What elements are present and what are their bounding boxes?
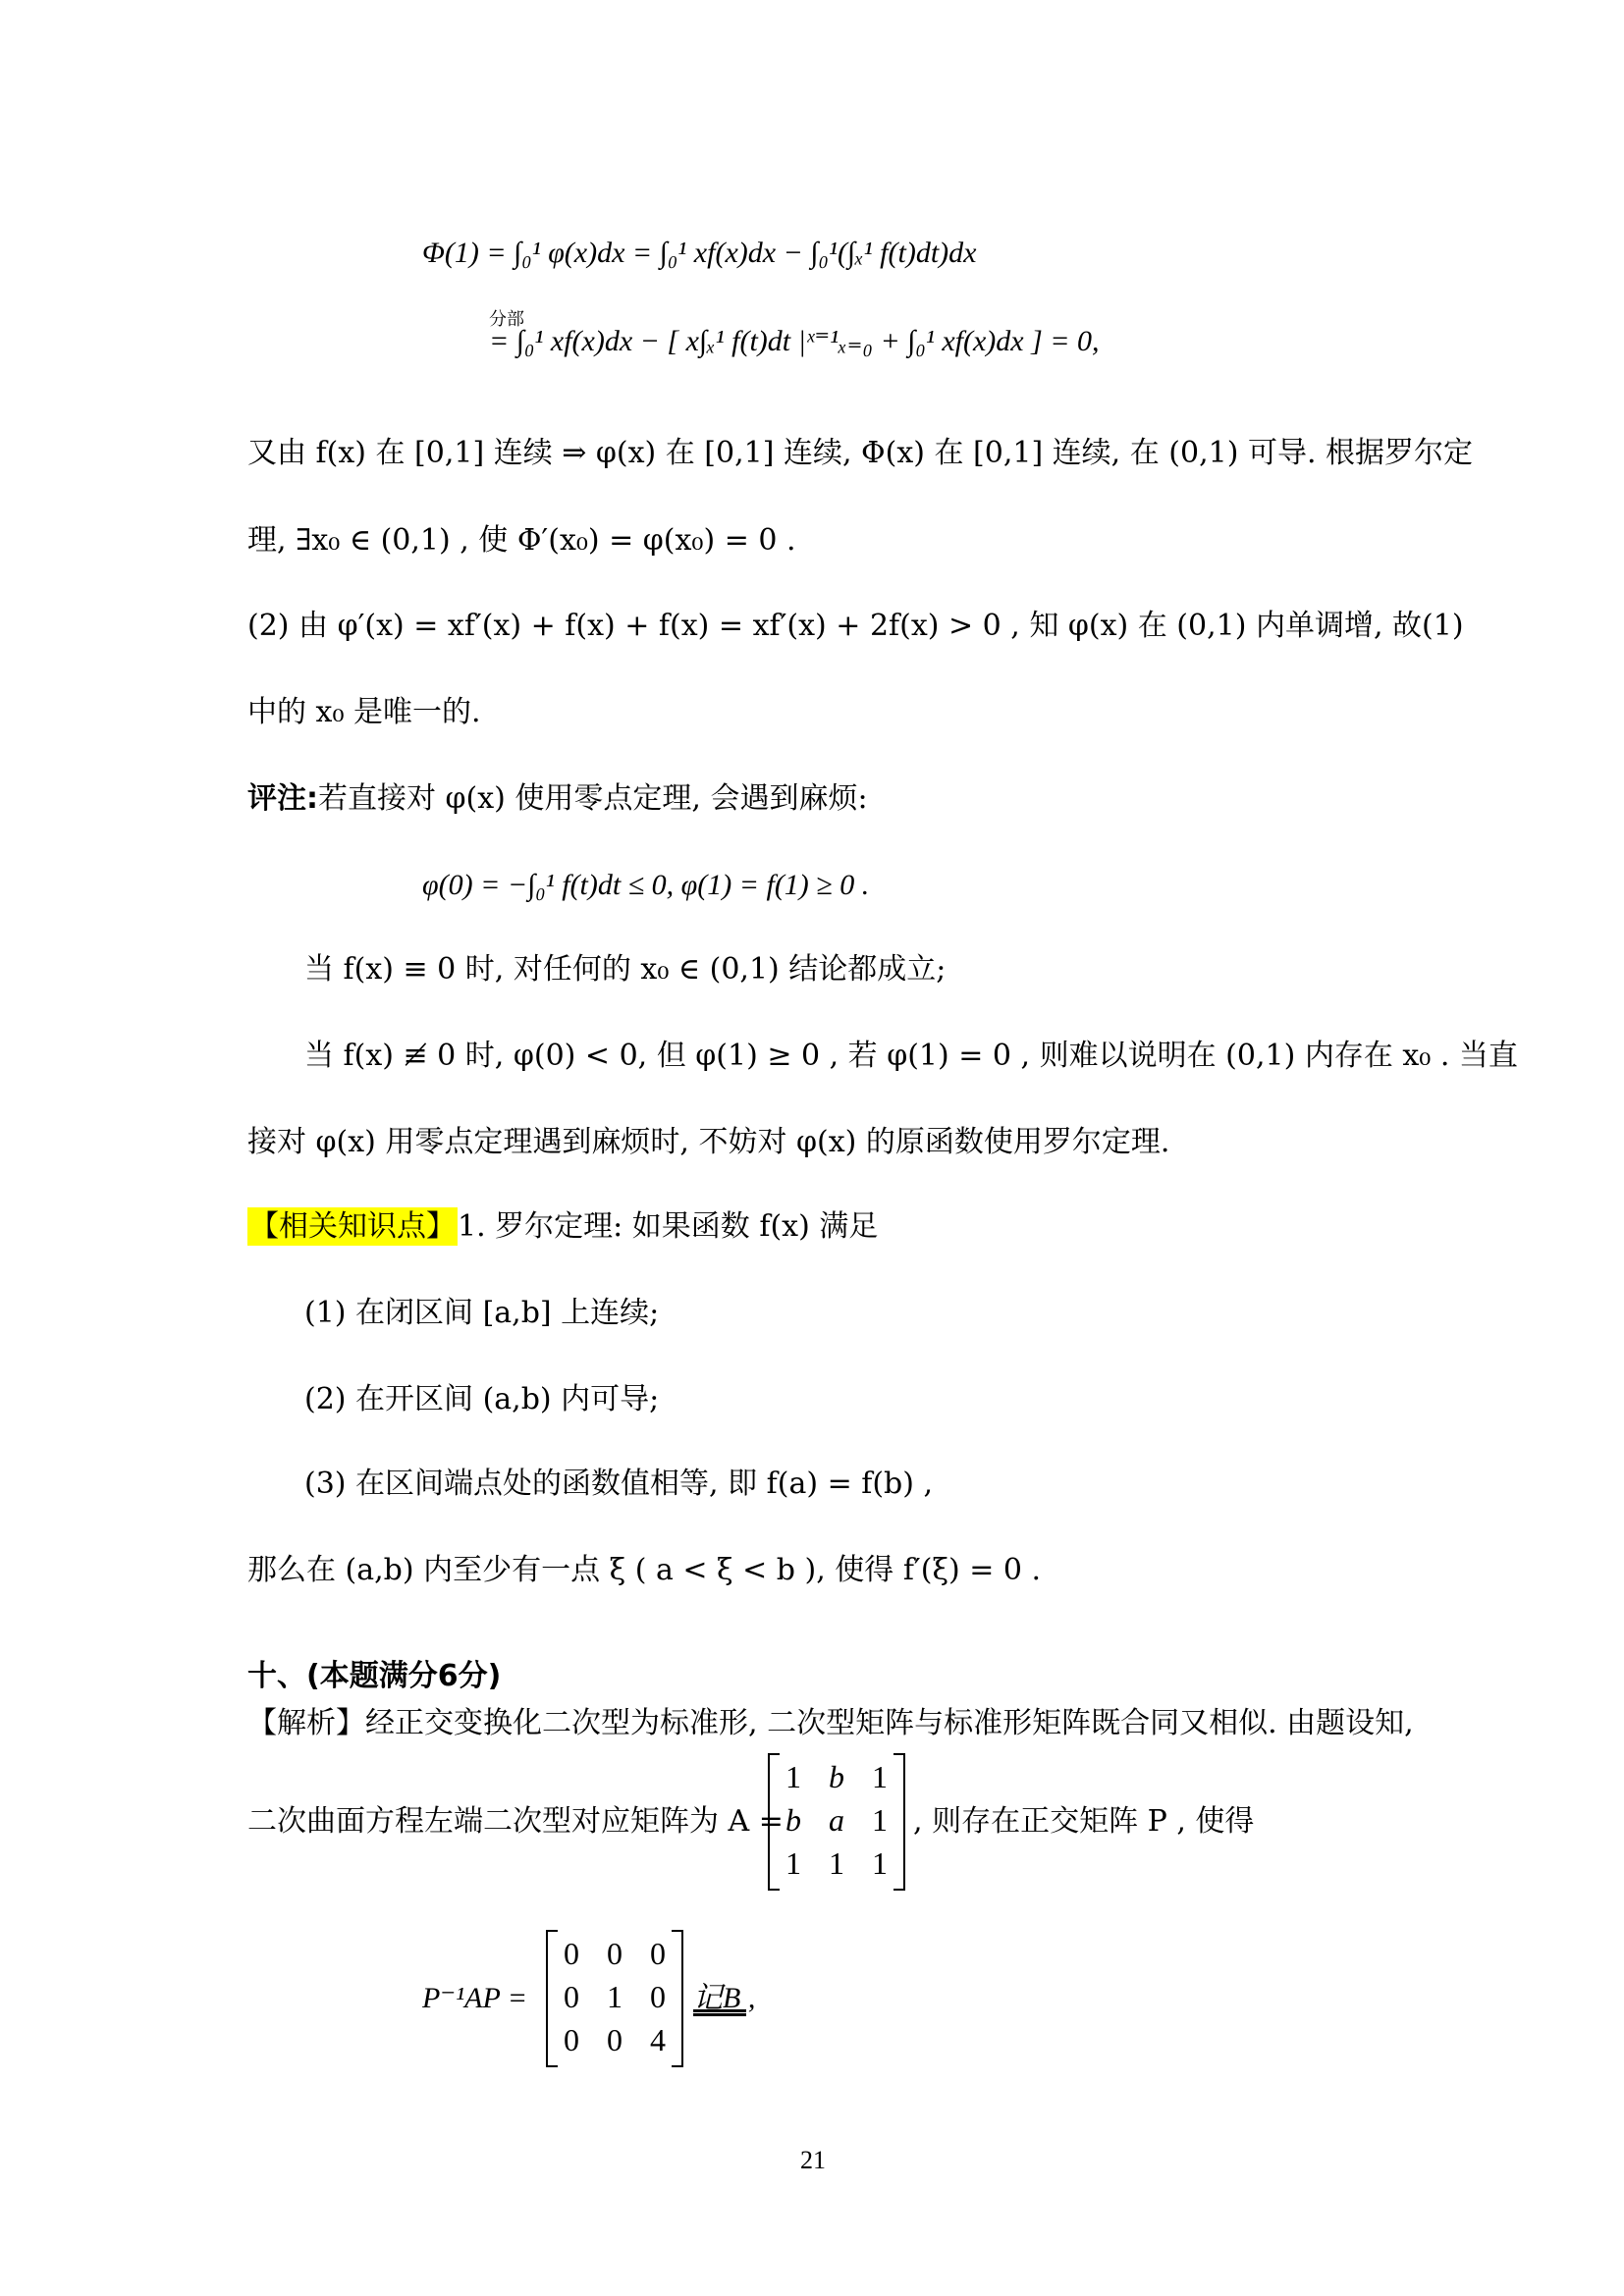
knowledge [247, 1209, 878, 1245]
matrix-a-intro: 二次曲面方程左端二次型对应矩阵为 A = [247, 1804, 784, 1839]
knowledge-text: 1. 罗尔定理: 如果函数 f(x) 满足 [458, 1209, 879, 1244]
matrix-b-cell: 0 [607, 1936, 623, 1971]
remark-text: 若直接对 φ(x) 使用零点定理, 会遇到麻烦: [318, 781, 868, 816]
equation-phi-0: φ(0) = −∫₀¹ f(t)dt ≤ 0, φ(1) = f(1) ≥ 0 . [422, 869, 870, 901]
knowledge-label: 【相关知识点】 [249, 1209, 456, 1244]
equation-phi-1: Φ(1) = ∫₀¹ φ(x)dx = ∫₀¹ xf(x)dx − ∫₀¹(∫ₓ¹ f(t)dt)dx [422, 237, 977, 269]
matrix-a-cell: 1 [872, 1845, 888, 1881]
matrix-a-cell: 1 [872, 1759, 888, 1794]
matrix-a-cell: a [829, 1802, 844, 1838]
matrix-a-cell: 1 [785, 1759, 801, 1794]
matrix-a-cell: 1 [785, 1845, 801, 1881]
remark-label: 评注: [247, 781, 318, 816]
equation-pap-rhs: 记B , [693, 1982, 756, 2014]
paragraph-case-zero: 当 f(x) ≡ 0 时, 对任何的 x₀ ∈ (0,1) 结论都成立; [304, 952, 947, 987]
equation-pap-lhs: P⁻¹AP = [422, 1982, 528, 2014]
matrix-b-cell: 0 [650, 1936, 666, 1971]
matrix-b-cell: 0 [650, 1979, 666, 2014]
paragraph-conclusion: 那么在 (a,b) 内至少有一点 ξ ( a < ξ < b ), 使得 f′(ξ) = 0 . [247, 1553, 1042, 1587]
matrix-b-cell: 1 [607, 1979, 623, 2014]
remark [247, 781, 868, 817]
section-heading: 十、(本题满分6分) [247, 1659, 502, 1693]
page-number: 21 [800, 2146, 826, 2174]
analysis-paragraph: 【解析】经正交变换化二次型为标准形, 二次型矩阵与标准形矩阵既合同又相似. 由题设知, [247, 1706, 1414, 1740]
matrix-a-cell: b [785, 1802, 801, 1838]
condition-1: (1) 在闭区间 [a,b] 上连续; [304, 1296, 660, 1330]
paragraph-part-2: (2) 由 φ′(x) = xf′(x) + f(x) + f(x) = xf′(x) + 2f(x) > 0 , 知 φ(x) 在 (0,1) 内单调增, 故(1) [247, 609, 1464, 643]
paragraph-continuity: 又由 f(x) 在 [0,1] 连续 ⇒ φ(x) 在 [0,1] 连续, Φ(x) 在 [0,1] 连续, 在 (0,1) 可导. 根据罗尔定 [247, 436, 1474, 470]
paragraph-unique: 中的 x₀ 是唯一的. [247, 695, 481, 729]
matrix-a-cell: b [829, 1759, 844, 1794]
matrix-b-cell: 0 [564, 2022, 579, 2057]
matrix-a-outro: , 则存在正交矩阵 P , 使得 [913, 1804, 1255, 1839]
condition-3: (3) 在区间端点处的函数值相等, 即 f(a) = f(b) , [304, 1467, 934, 1501]
condition-2: (2) 在开区间 (a,b) 内可导; [304, 1382, 660, 1416]
matrix-a-cell: 1 [872, 1802, 888, 1838]
label-fenbu: 分部 [489, 309, 524, 330]
matrix-b [546, 1930, 683, 2067]
matrix-b-cell: 4 [650, 2022, 666, 2057]
matrix-b-cell: 0 [564, 1979, 579, 2014]
paragraph-rolle-result: 理, ∃x₀ ∈ (0,1) , 使 Φ′(x₀) = φ(x₀) = 0 . [247, 523, 796, 558]
matrix-b-cell: 0 [564, 1936, 579, 1971]
paragraph-case-nonzero: 当 f(x) ≢ 0 时, φ(0) < 0, 但 φ(1) ≥ 0 , 若 φ(1) = 0 , 则难以说明在 (0,1) 内存在 x₀ . 当直 [304, 1039, 1518, 1073]
matrix-a-cell: 1 [829, 1845, 844, 1881]
paragraph-antiderivative: 接对 φ(x) 用零点定理遇到麻烦时, 不妨对 φ(x) 的原函数使用罗尔定理. [247, 1125, 1170, 1159]
equation-parts: = ∫₀¹ xf(x)dx − [ x∫ₓ¹ f(t)dt |ˣ⁼¹ₓ₌₀ + ∫₀¹ xf(x)dx ] = 0, [489, 325, 1100, 357]
matrix-b-cell: 0 [607, 2022, 623, 2057]
matrix-a [768, 1753, 905, 1891]
